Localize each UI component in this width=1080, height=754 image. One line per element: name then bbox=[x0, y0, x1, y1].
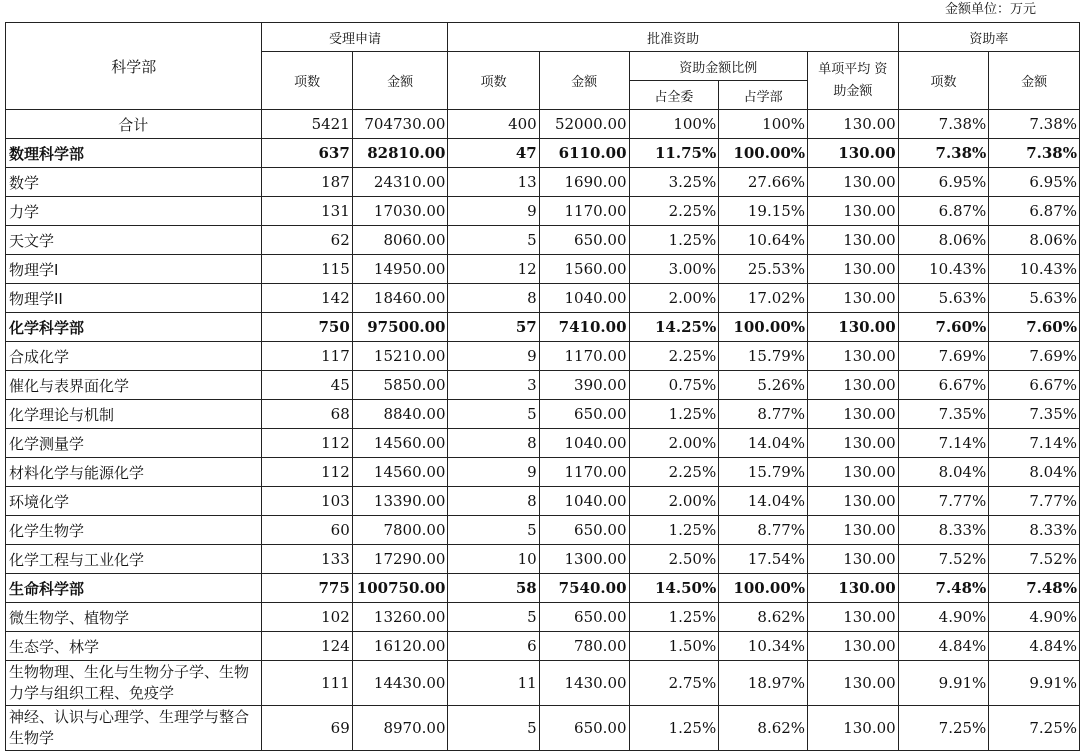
row-cell: 9 bbox=[448, 458, 539, 487]
row-cell: 52000.00 bbox=[539, 110, 629, 139]
row-cell: 7.38% bbox=[898, 110, 989, 139]
row-cell: 650.00 bbox=[539, 400, 629, 429]
row-cell: 15.79% bbox=[719, 458, 808, 487]
row-cell: 8.06% bbox=[898, 226, 989, 255]
row-label: 物理学I bbox=[6, 255, 262, 284]
row-cell: 750 bbox=[262, 313, 352, 342]
row-cell: 5 bbox=[448, 603, 539, 632]
row-label: 数理科学部 bbox=[6, 139, 262, 168]
row-cell: 7.38% bbox=[989, 139, 1080, 168]
row-cell: 1.50% bbox=[629, 632, 719, 661]
row-cell: 19.15% bbox=[719, 197, 808, 226]
row-label: 化学测量学 bbox=[6, 429, 262, 458]
row-cell: 14430.00 bbox=[352, 661, 448, 706]
row-cell: 390.00 bbox=[539, 371, 629, 400]
row-cell: 2.25% bbox=[629, 197, 719, 226]
row-cell: 8.62% bbox=[719, 706, 808, 751]
row-cell: 5 bbox=[448, 706, 539, 751]
row-cell: 112 bbox=[262, 458, 352, 487]
row-cell: 130.00 bbox=[808, 603, 899, 632]
row-cell: 780.00 bbox=[539, 632, 629, 661]
row-cell: 130.00 bbox=[808, 458, 899, 487]
row-cell: 124 bbox=[262, 632, 352, 661]
row-cell: 130.00 bbox=[808, 400, 899, 429]
table-row bbox=[6, 255, 1080, 284]
row-cell: 58 bbox=[448, 574, 539, 603]
row-cell: 8.33% bbox=[989, 516, 1080, 545]
row-cell: 6.67% bbox=[989, 371, 1080, 400]
row-cell: 7.25% bbox=[989, 706, 1080, 751]
row-cell: 130.00 bbox=[808, 545, 899, 574]
row-label: 生命科学部 bbox=[6, 574, 262, 603]
row-cell: 13260.00 bbox=[352, 603, 448, 632]
header-avg: 单项平均 资助金额 bbox=[808, 52, 899, 110]
row-cell: 637 bbox=[262, 139, 352, 168]
row-cell: 100.00% bbox=[719, 313, 808, 342]
row-cell: 6.95% bbox=[898, 168, 989, 197]
row-cell: 17.02% bbox=[719, 284, 808, 313]
row-cell: 12 bbox=[448, 255, 539, 284]
row-cell: 13390.00 bbox=[352, 487, 448, 516]
header-approved-count: 项数 bbox=[448, 52, 539, 110]
row-label: 环境化学 bbox=[6, 487, 262, 516]
header-accepted-count: 项数 bbox=[262, 52, 352, 110]
row-cell: 8.06% bbox=[989, 226, 1080, 255]
row-cell: 2.00% bbox=[629, 429, 719, 458]
row-cell: 24310.00 bbox=[352, 168, 448, 197]
row-cell: 650.00 bbox=[539, 226, 629, 255]
table-row bbox=[6, 545, 1080, 574]
row-label: 材料化学与能源化学 bbox=[6, 458, 262, 487]
row-cell: 7540.00 bbox=[539, 574, 629, 603]
row-cell: 103 bbox=[262, 487, 352, 516]
row-cell: 8 bbox=[448, 487, 539, 516]
row-cell: 1040.00 bbox=[539, 284, 629, 313]
row-cell: 4.84% bbox=[989, 632, 1080, 661]
row-cell: 8.62% bbox=[719, 603, 808, 632]
table-row bbox=[6, 168, 1080, 197]
row-cell: 187 bbox=[262, 168, 352, 197]
row-cell: 100% bbox=[719, 110, 808, 139]
row-cell: 14.04% bbox=[719, 487, 808, 516]
row-cell: 1.25% bbox=[629, 400, 719, 429]
row-cell: 2.25% bbox=[629, 342, 719, 371]
row-cell: 57 bbox=[448, 313, 539, 342]
row-cell: 130.00 bbox=[808, 632, 899, 661]
row-cell: 7.38% bbox=[989, 110, 1080, 139]
row-cell: 14.04% bbox=[719, 429, 808, 458]
row-cell: 650.00 bbox=[539, 516, 629, 545]
row-cell: 45 bbox=[262, 371, 352, 400]
row-cell: 1170.00 bbox=[539, 197, 629, 226]
header-share-total: 占全委 bbox=[629, 81, 719, 110]
row-cell: 7.14% bbox=[898, 429, 989, 458]
row-cell: 7.52% bbox=[898, 545, 989, 574]
table-row bbox=[6, 429, 1080, 458]
row-cell: 17.54% bbox=[719, 545, 808, 574]
row-cell: 142 bbox=[262, 284, 352, 313]
row-cell: 1170.00 bbox=[539, 342, 629, 371]
row-cell: 16120.00 bbox=[352, 632, 448, 661]
row-cell: 18460.00 bbox=[352, 284, 448, 313]
row-cell: 6.95% bbox=[989, 168, 1080, 197]
row-cell: 14560.00 bbox=[352, 429, 448, 458]
row-cell: 650.00 bbox=[539, 603, 629, 632]
row-cell: 131 bbox=[262, 197, 352, 226]
row-cell: 2.75% bbox=[629, 661, 719, 706]
row-cell: 400 bbox=[448, 110, 539, 139]
row-cell: 133 bbox=[262, 545, 352, 574]
row-cell: 130.00 bbox=[808, 342, 899, 371]
row-cell: 7.48% bbox=[898, 574, 989, 603]
row-cell: 1560.00 bbox=[539, 255, 629, 284]
row-cell: 112 bbox=[262, 429, 352, 458]
row-cell: 7.48% bbox=[989, 574, 1080, 603]
row-cell: 100% bbox=[629, 110, 719, 139]
row-cell: 1.25% bbox=[629, 603, 719, 632]
row-cell: 7.35% bbox=[989, 400, 1080, 429]
table-row bbox=[6, 371, 1080, 400]
row-cell: 130.00 bbox=[808, 516, 899, 545]
table-row bbox=[6, 226, 1080, 255]
row-cell: 14950.00 bbox=[352, 255, 448, 284]
row-cell: 7.35% bbox=[898, 400, 989, 429]
row-cell: 3.25% bbox=[629, 168, 719, 197]
row-cell: 130.00 bbox=[808, 284, 899, 313]
row-label: 生物物理、生化与生物分子学、生物力学与组织工程、免疫学 bbox=[6, 661, 262, 706]
row-cell: 8840.00 bbox=[352, 400, 448, 429]
table-row bbox=[6, 458, 1080, 487]
row-cell: 5 bbox=[448, 226, 539, 255]
row-cell: 111 bbox=[262, 661, 352, 706]
row-cell: 9.91% bbox=[989, 661, 1080, 706]
row-label: 物理学II bbox=[6, 284, 262, 313]
row-cell: 7800.00 bbox=[352, 516, 448, 545]
table-row bbox=[6, 632, 1080, 661]
row-cell: 14560.00 bbox=[352, 458, 448, 487]
row-cell: 102 bbox=[262, 603, 352, 632]
row-cell: 82810.00 bbox=[352, 139, 448, 168]
row-cell: 25.53% bbox=[719, 255, 808, 284]
row-cell: 3 bbox=[448, 371, 539, 400]
row-cell: 1690.00 bbox=[539, 168, 629, 197]
row-cell: 69 bbox=[262, 706, 352, 751]
table-row bbox=[6, 284, 1080, 313]
row-cell: 7.69% bbox=[898, 342, 989, 371]
row-cell: 130.00 bbox=[808, 139, 899, 168]
row-cell: 7.38% bbox=[898, 139, 989, 168]
row-label: 数学 bbox=[6, 168, 262, 197]
table-row bbox=[6, 110, 1080, 139]
row-cell: 8.77% bbox=[719, 400, 808, 429]
row-cell: 5.63% bbox=[989, 284, 1080, 313]
row-cell: 6.87% bbox=[898, 197, 989, 226]
row-label: 化学工程与工业化学 bbox=[6, 545, 262, 574]
row-cell: 8060.00 bbox=[352, 226, 448, 255]
row-label: 合计 bbox=[6, 110, 262, 139]
row-cell: 7.52% bbox=[989, 545, 1080, 574]
row-cell: 60 bbox=[262, 516, 352, 545]
row-cell: 9 bbox=[448, 197, 539, 226]
row-cell: 8 bbox=[448, 284, 539, 313]
row-cell: 7.25% bbox=[898, 706, 989, 751]
row-cell: 7.60% bbox=[989, 313, 1080, 342]
table-row bbox=[6, 574, 1080, 603]
table-row bbox=[6, 342, 1080, 371]
row-label: 合成化学 bbox=[6, 342, 262, 371]
table-row bbox=[6, 661, 1080, 706]
row-cell: 97500.00 bbox=[352, 313, 448, 342]
row-cell: 11.75% bbox=[629, 139, 719, 168]
row-cell: 4.84% bbox=[898, 632, 989, 661]
row-cell: 5850.00 bbox=[352, 371, 448, 400]
row-cell: 5421 bbox=[262, 110, 352, 139]
row-cell: 15.79% bbox=[719, 342, 808, 371]
row-cell: 10.64% bbox=[719, 226, 808, 255]
row-cell: 17030.00 bbox=[352, 197, 448, 226]
row-cell: 8.04% bbox=[989, 458, 1080, 487]
row-label: 化学理论与机制 bbox=[6, 400, 262, 429]
row-cell: 130.00 bbox=[808, 574, 899, 603]
header-approved: 批准资助 bbox=[448, 23, 898, 52]
row-cell: 11 bbox=[448, 661, 539, 706]
row-cell: 15210.00 bbox=[352, 342, 448, 371]
row-cell: 2.00% bbox=[629, 487, 719, 516]
row-cell: 130.00 bbox=[808, 197, 899, 226]
row-cell: 10.34% bbox=[719, 632, 808, 661]
row-cell: 27.66% bbox=[719, 168, 808, 197]
header-accepted: 受理申请 bbox=[262, 23, 448, 52]
row-cell: 130.00 bbox=[808, 168, 899, 197]
row-cell: 7.69% bbox=[989, 342, 1080, 371]
row-cell: 8.77% bbox=[719, 516, 808, 545]
row-cell: 650.00 bbox=[539, 706, 629, 751]
row-label: 天文学 bbox=[6, 226, 262, 255]
row-label: 神经、认识与心理学、生理学与整合生物学 bbox=[6, 706, 262, 751]
row-cell: 775 bbox=[262, 574, 352, 603]
row-cell: 100.00% bbox=[719, 574, 808, 603]
table-row bbox=[6, 603, 1080, 632]
row-cell: 130.00 bbox=[808, 661, 899, 706]
header-share-dept: 占学部 bbox=[719, 81, 808, 110]
row-cell: 1040.00 bbox=[539, 429, 629, 458]
header-rate-count: 项数 bbox=[898, 52, 989, 110]
row-cell: 1170.00 bbox=[539, 458, 629, 487]
row-cell: 5 bbox=[448, 400, 539, 429]
row-cell: 130.00 bbox=[808, 706, 899, 751]
row-cell: 7.77% bbox=[989, 487, 1080, 516]
header-rate-amount: 金额 bbox=[989, 52, 1080, 110]
header-approved-amount: 金额 bbox=[539, 52, 629, 110]
row-cell: 100.00% bbox=[719, 139, 808, 168]
row-cell: 4.90% bbox=[898, 603, 989, 632]
row-cell: 6110.00 bbox=[539, 139, 629, 168]
row-cell: 130.00 bbox=[808, 371, 899, 400]
row-label: 化学生物学 bbox=[6, 516, 262, 545]
row-cell: 3.00% bbox=[629, 255, 719, 284]
row-cell: 7410.00 bbox=[539, 313, 629, 342]
row-cell: 5.63% bbox=[898, 284, 989, 313]
row-cell: 2.25% bbox=[629, 458, 719, 487]
table-row bbox=[6, 400, 1080, 429]
row-cell: 8970.00 bbox=[352, 706, 448, 751]
table-row bbox=[6, 706, 1080, 751]
table-row bbox=[6, 487, 1080, 516]
table-row bbox=[6, 516, 1080, 545]
row-cell: 8.33% bbox=[898, 516, 989, 545]
row-cell: 115 bbox=[262, 255, 352, 284]
row-cell: 8.04% bbox=[898, 458, 989, 487]
row-cell: 14.50% bbox=[629, 574, 719, 603]
header-dept: 科学部 bbox=[6, 23, 262, 110]
row-cell: 130.00 bbox=[808, 110, 899, 139]
row-cell: 1.25% bbox=[629, 706, 719, 751]
row-cell: 1430.00 bbox=[539, 661, 629, 706]
row-label: 生态学、林学 bbox=[6, 632, 262, 661]
row-cell: 18.97% bbox=[719, 661, 808, 706]
row-label: 力学 bbox=[6, 197, 262, 226]
row-cell: 10 bbox=[448, 545, 539, 574]
funding-table bbox=[5, 22, 1080, 751]
row-label: 催化与表界面化学 bbox=[6, 371, 262, 400]
row-cell: 47 bbox=[448, 139, 539, 168]
row-cell: 2.00% bbox=[629, 284, 719, 313]
row-cell: 7.14% bbox=[989, 429, 1080, 458]
row-cell: 1.25% bbox=[629, 516, 719, 545]
table-row bbox=[6, 139, 1080, 168]
row-cell: 10.43% bbox=[989, 255, 1080, 284]
row-cell: 1300.00 bbox=[539, 545, 629, 574]
row-cell: 14.25% bbox=[629, 313, 719, 342]
table-row bbox=[6, 313, 1080, 342]
row-cell: 704730.00 bbox=[352, 110, 448, 139]
row-cell: 130.00 bbox=[808, 487, 899, 516]
header-accepted-amount: 金额 bbox=[352, 52, 448, 110]
row-cell: 2.50% bbox=[629, 545, 719, 574]
header-ratio: 资助金额比例 bbox=[629, 52, 808, 81]
row-cell: 6.67% bbox=[898, 371, 989, 400]
row-cell: 117 bbox=[262, 342, 352, 371]
unit-note: 金额单位：万元 bbox=[944, 2, 1036, 17]
row-cell: 7.77% bbox=[898, 487, 989, 516]
row-cell: 130.00 bbox=[808, 226, 899, 255]
header-rate: 资助率 bbox=[898, 23, 1079, 52]
row-cell: 130.00 bbox=[808, 255, 899, 284]
row-cell: 8 bbox=[448, 429, 539, 458]
row-cell: 7.60% bbox=[898, 313, 989, 342]
row-cell: 13 bbox=[448, 168, 539, 197]
row-cell: 5.26% bbox=[719, 371, 808, 400]
row-cell: 5 bbox=[448, 516, 539, 545]
table-row bbox=[6, 197, 1080, 226]
row-cell: 9 bbox=[448, 342, 539, 371]
row-cell: 6.87% bbox=[989, 197, 1080, 226]
row-cell: 62 bbox=[262, 226, 352, 255]
row-cell: 4.90% bbox=[989, 603, 1080, 632]
row-cell: 130.00 bbox=[808, 429, 899, 458]
row-cell: 0.75% bbox=[629, 371, 719, 400]
row-label: 微生物学、植物学 bbox=[6, 603, 262, 632]
row-cell: 130.00 bbox=[808, 313, 899, 342]
row-cell: 68 bbox=[262, 400, 352, 429]
row-cell: 17290.00 bbox=[352, 545, 448, 574]
row-cell: 6 bbox=[448, 632, 539, 661]
row-label: 化学科学部 bbox=[6, 313, 262, 342]
row-cell: 1.25% bbox=[629, 226, 719, 255]
row-cell: 9.91% bbox=[898, 661, 989, 706]
row-cell: 1040.00 bbox=[539, 487, 629, 516]
row-cell: 100750.00 bbox=[352, 574, 448, 603]
row-cell: 10.43% bbox=[898, 255, 989, 284]
